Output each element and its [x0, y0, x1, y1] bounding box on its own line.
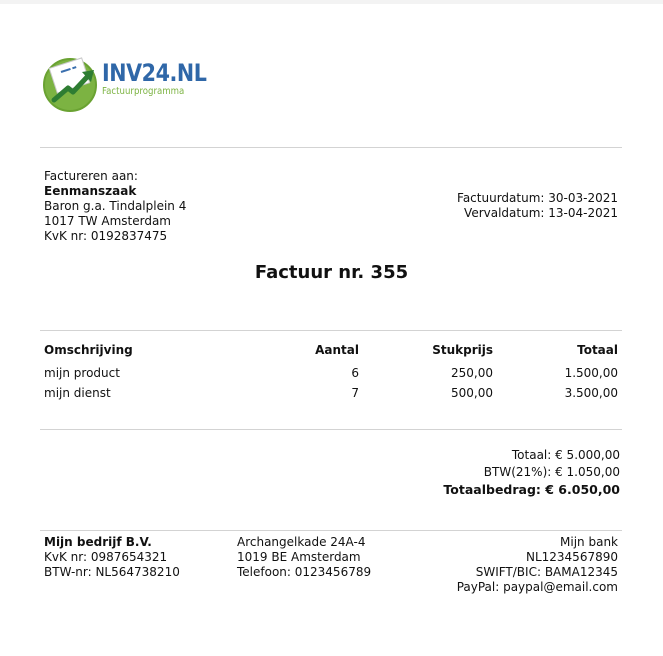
- footer-bank-name: Mijn bank: [560, 535, 618, 549]
- row-1-quantity: 6: [351, 366, 359, 380]
- footer-company-btw: BTW-nr: NL564738210: [44, 565, 180, 579]
- divider-header: [40, 147, 622, 148]
- footer-bank-swift: SWIFT/BIC: BAMA12345: [475, 565, 618, 579]
- row-2-unit-price: 500,00: [451, 386, 493, 400]
- bill-to-label: Factureren aan:: [44, 169, 138, 183]
- divider-table-top: [40, 330, 622, 331]
- row-1-description: mijn product: [44, 366, 120, 380]
- divider-table-bottom: [40, 429, 622, 430]
- footer-address-street: Archangelkade 24A-4: [237, 535, 366, 549]
- invoice-date: Factuurdatum: 30-03-2021: [457, 191, 618, 205]
- logo-tagline: Factuurprogramma: [102, 86, 185, 97]
- vat-amount: BTW(21%): € 1.050,00: [483, 465, 620, 479]
- footer-bank-paypal: PayPal: paypal@email.com: [456, 580, 618, 594]
- divider-footer: [40, 530, 622, 531]
- col-header-total: Totaal: [577, 343, 618, 357]
- row-2-total: 3.500,00: [564, 386, 618, 400]
- col-header-description: Omschrijving: [44, 343, 133, 357]
- row-2-description: mijn dienst: [44, 386, 111, 400]
- footer-company-kvk: KvK nr: 0987654321: [44, 550, 168, 564]
- footer-bank-iban: NL1234567890: [525, 550, 618, 564]
- top-border: [0, 0, 663, 4]
- grand-total: Totaalbedrag: € 6.050,00: [443, 482, 620, 497]
- row-2-quantity: 7: [351, 386, 359, 400]
- company-logo: [42, 54, 207, 114]
- col-header-quantity: Aantal: [315, 343, 359, 357]
- logo-badge-icon: [42, 54, 102, 114]
- bill-to-city: 1017 TW Amsterdam: [44, 214, 171, 228]
- footer-address-city: 1019 BE Amsterdam: [237, 550, 361, 564]
- bill-to-street: Baron g.a. Tindalplein 4: [44, 199, 187, 213]
- row-1-total: 1.500,00: [564, 366, 618, 380]
- footer-company-name: Mijn bedrijf B.V.: [44, 535, 152, 549]
- bill-to-kvk: KvK nr: 0192837475: [44, 229, 168, 243]
- logo-brand-text: INV24.NL: [102, 59, 207, 87]
- footer-address-phone: Telefoon: 0123456789: [237, 565, 372, 579]
- invoice-title: Factuur nr. 355: [254, 262, 409, 283]
- row-1-unit-price: 250,00: [451, 366, 493, 380]
- due-date: Vervaldatum: 13-04-2021: [464, 206, 618, 220]
- subtotal: Totaal: € 5.000,00: [511, 448, 620, 462]
- bill-to-name: Eenmanszaak: [44, 184, 137, 198]
- col-header-unit-price: Stukprijs: [432, 343, 493, 357]
